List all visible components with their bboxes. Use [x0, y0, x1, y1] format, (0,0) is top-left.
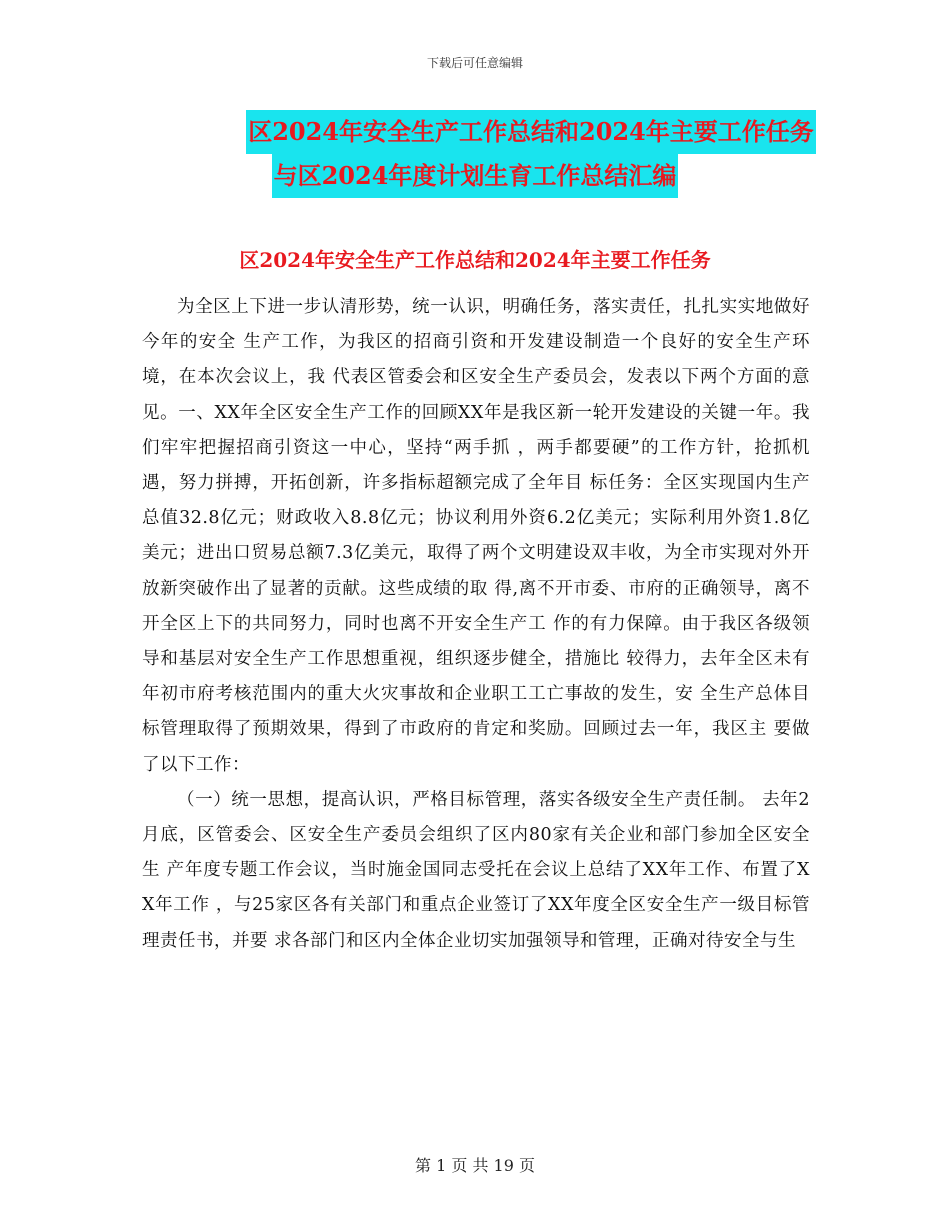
section-title: 区2024年安全生产工作总结和2024年主要工作任务 [239, 248, 711, 272]
document-title [0, 110, 950, 198]
page-number: 第 1 页 共 19 页 [415, 1156, 535, 1175]
document-body [142, 290, 810, 959]
paragraph-2: （一）统一思想，提高认识，严格目标管理，落实各级安全生产责任制。 去年2月底，区管委会、区安全生产委员会组织了区内80家有关企业和部门参加全区安全生 产年度专题工作会议，当时施金国同志受托在会议上总结了XX年工作、布置了XX年工作 ，与25家区各有关部门和重点企业签订了XX年度全区安全生产一级目标管理责任书，并要 求各部门和区内全体企业切实加强领导和管理，正确对待安全与生 [142, 789, 810, 951]
paragraph-1: 为全区上下进一步认清形势，统一认识，明确任务，落实责任，扎扎实实地做好今年的安全 生产工作，为我区的招商引资和开发建设制造一个良好的安全生产环境，在本次会议上，我 代表区管委会和区安全生产委员会，发表以下两个方面的意见。一、XX年全区安全生产工作的回顾XX年是我区新一轮开发建设的关键一年。我们牢牢把握招商引资这一中心，坚持“两手抓 ，两手都要硬”的工作方针，抢抓机遇，努力拼搏，开拓创新，许多指标超额完成了全年目 标任务：全区实现国内生产总值32.8亿元；财政收入8.8亿元；协议利用外资6.2亿美元；实际利用外资1.8亿美元；进出口贸易总额7.3亿美元，取得了两个文明建设双丰收，为全市实现对外开放新突破作出了显著的贡献。这些成绩的取 得,离不开市委、市府的正确领导，离不开全区上下的共同努力，同时也离不开安全生产工 作的有力保障。由于我区各级领导和基层对安全生产工作思想重视，组织逐步健全，措施比 较得力，去年全区未有年初市府考核范围内的重大火灾事故和企业职工工亡事故的发生，安 全生产总体目标管理取得了预期效果，得到了市政府的肯定和奖励。回顾过去一年，我区主 要做了以下工作： [142, 297, 810, 775]
title-line-1: 区2024年安全生产工作总结和2024年主要工作任务 [246, 110, 816, 154]
title-line-2: 与区2024年度计划生育工作总结汇编 [272, 154, 679, 198]
download-note: 下载后可任意编辑 [426, 56, 523, 70]
